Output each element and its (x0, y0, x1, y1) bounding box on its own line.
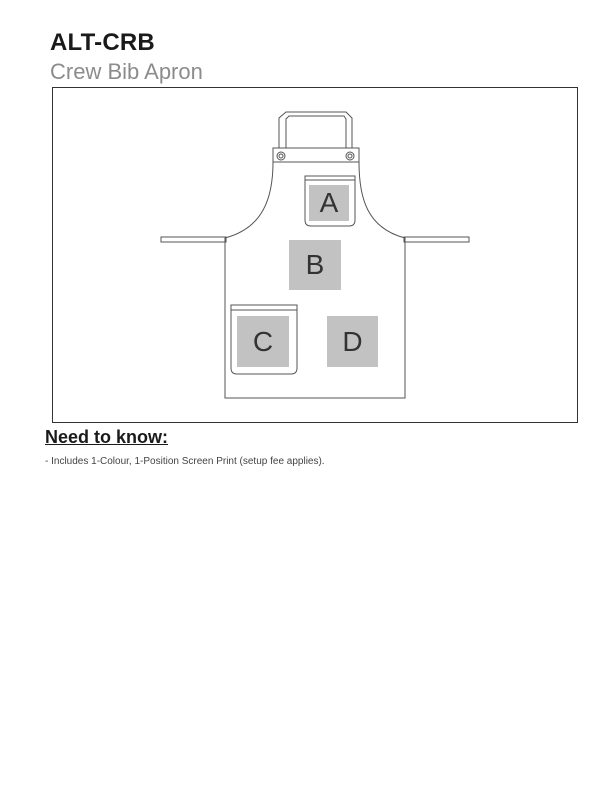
need-to-know-heading: Need to know: (45, 427, 169, 447)
apron-diagram (52, 87, 578, 423)
grommet-left (277, 152, 285, 160)
print-zone-b: B (289, 240, 341, 290)
neck-strap (279, 112, 352, 148)
grommet-left-inner (279, 154, 283, 158)
waist-tie-left (161, 237, 226, 242)
neck-strap-inner (286, 116, 346, 148)
product-code: ALT-CRB (50, 29, 155, 56)
product-name: Crew Bib Apron (50, 59, 203, 84)
grommet-right (346, 152, 354, 160)
print-zone-a: A (309, 185, 349, 221)
print-zone-d: D (327, 316, 378, 367)
need-to-know-note: - Includes 1-Colour, 1-Position Screen Print (setup fee applies). (45, 456, 325, 467)
waist-tie-right (404, 237, 469, 242)
print-zone-c: C (237, 316, 289, 367)
grommet-right-inner (348, 154, 352, 158)
